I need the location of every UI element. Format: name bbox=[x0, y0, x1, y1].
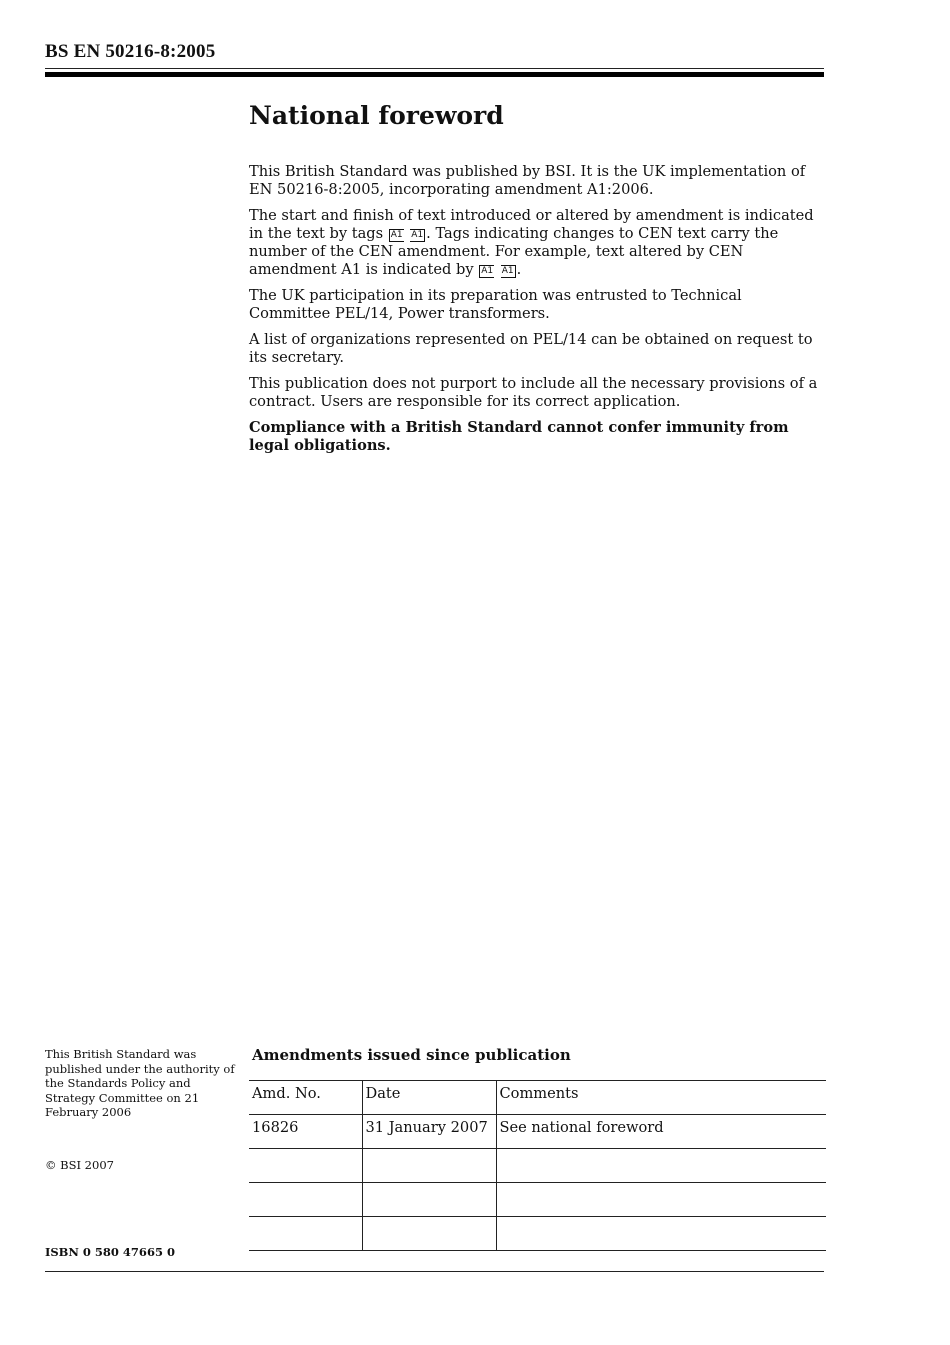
copyright-notice: © BSI 2007 bbox=[45, 1158, 114, 1172]
table-row bbox=[249, 1183, 826, 1217]
paragraph-amendment-text-b: . Tags indicating changes to CEN text carry the number of the CEN amendment. For example, text altered by CEN amendment A1 is indicated by bbox=[249, 225, 779, 278]
table-cell bbox=[496, 1183, 826, 1217]
paragraph-committee: The UK participation in its preparation was entrusted to Technical Committee PEL/14, Power transformers. bbox=[249, 287, 742, 322]
table-cell bbox=[496, 1149, 826, 1183]
amendment-end-tag: A1 bbox=[411, 230, 424, 240]
table-cell bbox=[249, 1217, 362, 1251]
table-row bbox=[249, 1149, 826, 1183]
column-header-comments: Comments bbox=[496, 1081, 826, 1115]
paragraph-publication: This British Standard was published by BSI. It is the UK implementation of EN 50216-8:2005, incorporating amendment A1:2006. bbox=[249, 163, 806, 198]
table-row bbox=[249, 1115, 826, 1149]
header-rule-thin bbox=[45, 68, 824, 69]
table-cell: 16826 bbox=[249, 1115, 362, 1149]
amendments-table bbox=[249, 1080, 826, 1251]
paragraph-amendment-text-c: . bbox=[516, 261, 522, 278]
paragraph-compliance: Compliance with a British Standard cannot confer immunity from legal obligations. bbox=[249, 419, 789, 454]
amendment-start-tag: A1 bbox=[390, 230, 403, 240]
paragraph-amendment-tags bbox=[249, 207, 824, 279]
table-cell bbox=[496, 1217, 826, 1251]
paragraph-organizations: A list of organizations represented on PEL/14 can be obtained on request to its secretary. bbox=[249, 331, 813, 366]
table-cell bbox=[362, 1183, 496, 1217]
table-row bbox=[249, 1217, 826, 1251]
foreword-body bbox=[249, 163, 824, 463]
table-cell bbox=[362, 1149, 496, 1183]
table-cell bbox=[249, 1183, 362, 1217]
isbn: ISBN 0 580 47665 0 bbox=[45, 1245, 175, 1259]
document-id: BS EN 50216-8:2005 bbox=[45, 41, 216, 62]
authority-note: This British Standard was published under the authority of the Standards Policy and Strategy Committee on 21 February 2006 bbox=[45, 1047, 235, 1119]
table-cell bbox=[249, 1149, 362, 1183]
table-header-row bbox=[249, 1081, 826, 1115]
table-cell: See national foreword bbox=[496, 1115, 826, 1149]
paragraph-provisions: This publication does not purport to include all the necessary provisions of a contract. Users are responsible for its correct application. bbox=[249, 375, 818, 410]
column-header-date: Date bbox=[362, 1081, 496, 1115]
amendment-end-tag-example: A1 bbox=[501, 266, 514, 276]
page-title: National foreword bbox=[249, 101, 504, 130]
amendment-start-tag-example: A1 bbox=[481, 266, 494, 276]
table-cell bbox=[362, 1217, 496, 1251]
header-rule-thick bbox=[45, 72, 824, 77]
column-header-amd-no: Amd. No. bbox=[249, 1081, 362, 1115]
amendments-heading: Amendments issued since publication bbox=[252, 1046, 571, 1064]
footer-rule bbox=[45, 1271, 824, 1272]
paragraph-amendment-text-a: The start and finish of text introduced or altered by amendment is indicated in the text by tags bbox=[249, 207, 814, 242]
table-cell: 31 January 2007 bbox=[362, 1115, 496, 1149]
